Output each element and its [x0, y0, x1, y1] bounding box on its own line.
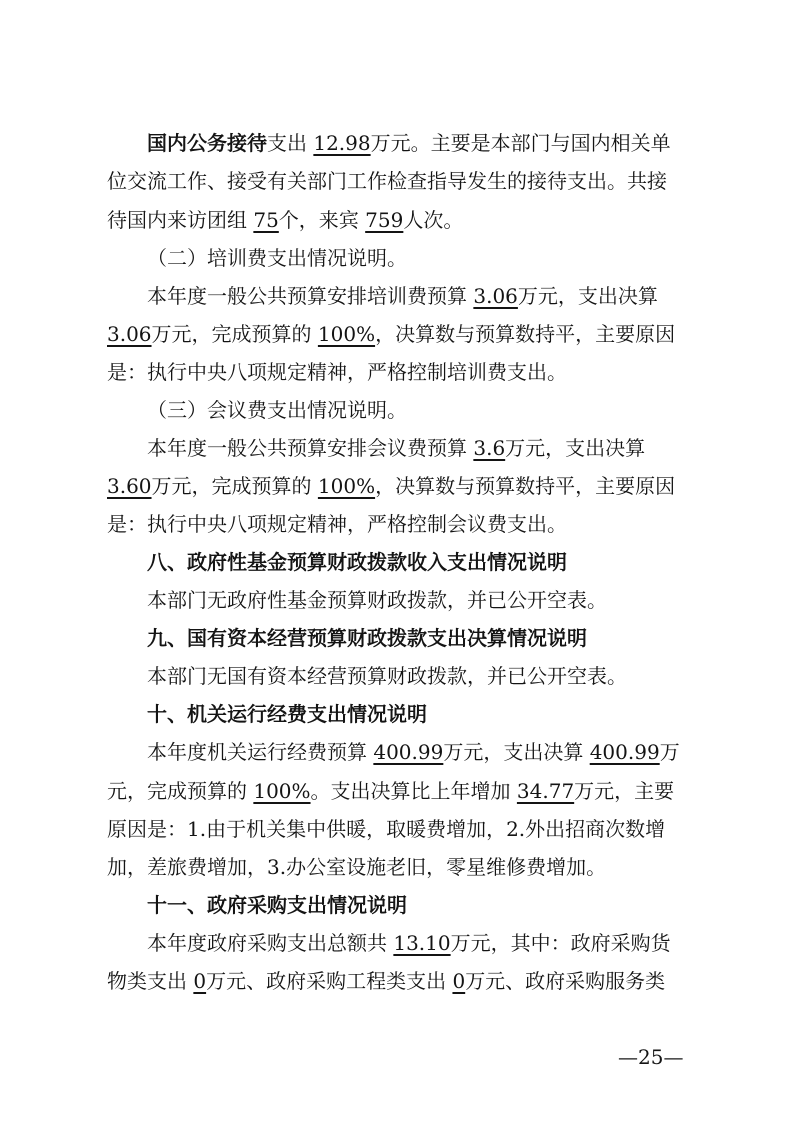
text-line — [107, 353, 707, 391]
text-run: 本部门无政府性基金预算财政拨款，并已公开空表。 — [147, 588, 607, 612]
underlined-value: 0 — [452, 969, 466, 993]
underlined-value: 100% — [317, 474, 376, 498]
text-run: 万元，支出决算 — [443, 740, 590, 764]
bold-text: 十一、政府采购支出情况说明 — [147, 893, 407, 917]
page-number: —25— — [618, 1045, 684, 1069]
text-run: 本年度一般公共预算安排会议费预算 — [147, 436, 474, 460]
text-run: 本年度政府采购支出总额共 — [147, 931, 394, 955]
section-heading — [147, 543, 707, 581]
section-heading — [147, 695, 707, 733]
underlined-value: 3.06 — [107, 322, 152, 346]
text-run: 位交流工作、接受有关部门工作检查指导发生的接待支出。共接 — [107, 169, 667, 193]
text-run: 物类支出 — [107, 969, 194, 993]
bold-text: 国内公务接待 — [147, 131, 267, 155]
text-line — [107, 772, 707, 810]
text-run: 。支出决算比上年增加 — [310, 779, 517, 803]
text-run: 万元，支出决算 — [505, 436, 646, 460]
text-line — [107, 162, 707, 200]
text-run: 是：执行中央八项规定精神，严格控制培训费支出。 — [107, 360, 567, 384]
bold-text: 八、政府性基金预算财政拨款收入支出情况说明 — [147, 550, 567, 574]
text-line — [107, 467, 707, 505]
text-run: （二）培训费支出情况说明。 — [147, 246, 407, 270]
text-line — [107, 848, 707, 886]
text-line — [107, 505, 707, 543]
section-subheading — [147, 391, 707, 429]
underlined-value: 13.10 — [393, 931, 451, 955]
underlined-value: 34.77 — [516, 779, 575, 803]
text-run: 万元，其中：政府采购货 — [450, 931, 671, 955]
text-run: 待国内来访团组 — [107, 208, 254, 232]
text-line — [147, 429, 707, 467]
text-line — [147, 277, 707, 315]
text-run: 是：执行中央八项规定精神，严格控制会议费支出。 — [107, 512, 567, 536]
bold-text: 九、国有资本经营预算财政拨款支出决算情况说明 — [147, 626, 587, 650]
text-run: 万元，支出决算 — [517, 284, 658, 308]
text-run: 元，完成预算的 — [107, 779, 254, 803]
section-subheading — [147, 239, 707, 277]
underlined-value: 3.6 — [473, 436, 506, 460]
underlined-value: 3.60 — [107, 474, 152, 498]
underlined-value: 100% — [253, 779, 311, 803]
text-run: ，决算数与预算数持平，主要原因 — [375, 474, 676, 498]
text-run: 原因是：1.由于机关集中供暖，取暖费增加，2.外出招商次数增 — [107, 817, 666, 841]
underlined-value: 75 — [253, 208, 279, 232]
text-run: 本部门无国有资本经营预算财政拨款，并已公开空表。 — [147, 664, 627, 688]
section-heading — [147, 619, 707, 657]
text-run: 个，来宾 — [278, 208, 366, 232]
text-run: （三）会议费支出情况说明。 — [147, 398, 407, 422]
text-line — [107, 962, 707, 1000]
text-run: 人次。 — [403, 208, 464, 232]
text-line — [147, 124, 707, 162]
bold-text: 十、机关运行经费支出情况说明 — [147, 702, 427, 726]
text-line — [107, 315, 707, 353]
underlined-value: 3.06 — [473, 284, 518, 308]
underlined-value: 400.99 — [589, 740, 660, 764]
underlined-value: 12.98 — [313, 131, 371, 155]
text-line — [147, 581, 707, 619]
text-line — [107, 810, 707, 848]
text-run: 本年度机关运行经费预算 — [147, 740, 374, 764]
text-run: 万元，完成预算的 — [151, 322, 318, 346]
underlined-value: 400.99 — [373, 740, 444, 764]
text-line — [147, 657, 707, 695]
text-run: ，决算数与预算数持平，主要原因 — [375, 322, 676, 346]
text-run: 万元，主要 — [574, 779, 675, 803]
text-run: 万元、政府采购服务类 — [465, 969, 666, 993]
underlined-value: 100% — [317, 322, 376, 346]
text-run: 加，差旅费增加，3.办公室设施老旧，零星维修费增加。 — [107, 855, 607, 879]
text-run: 本年度一般公共预算安排培训费预算 — [147, 284, 474, 308]
underlined-value: 0 — [193, 969, 207, 993]
underlined-value: 759 — [365, 208, 404, 232]
text-line — [107, 201, 707, 239]
text-line — [147, 733, 707, 771]
text-run: 支出 — [267, 131, 314, 155]
text-run: 万元。主要是本部门与国内相关单 — [370, 131, 671, 155]
text-run: 万元，完成预算的 — [151, 474, 318, 498]
text-line — [147, 924, 707, 962]
section-heading — [147, 886, 707, 924]
text-run: 万元、政府采购工程类支出 — [206, 969, 453, 993]
text-run: 万 — [659, 740, 680, 764]
